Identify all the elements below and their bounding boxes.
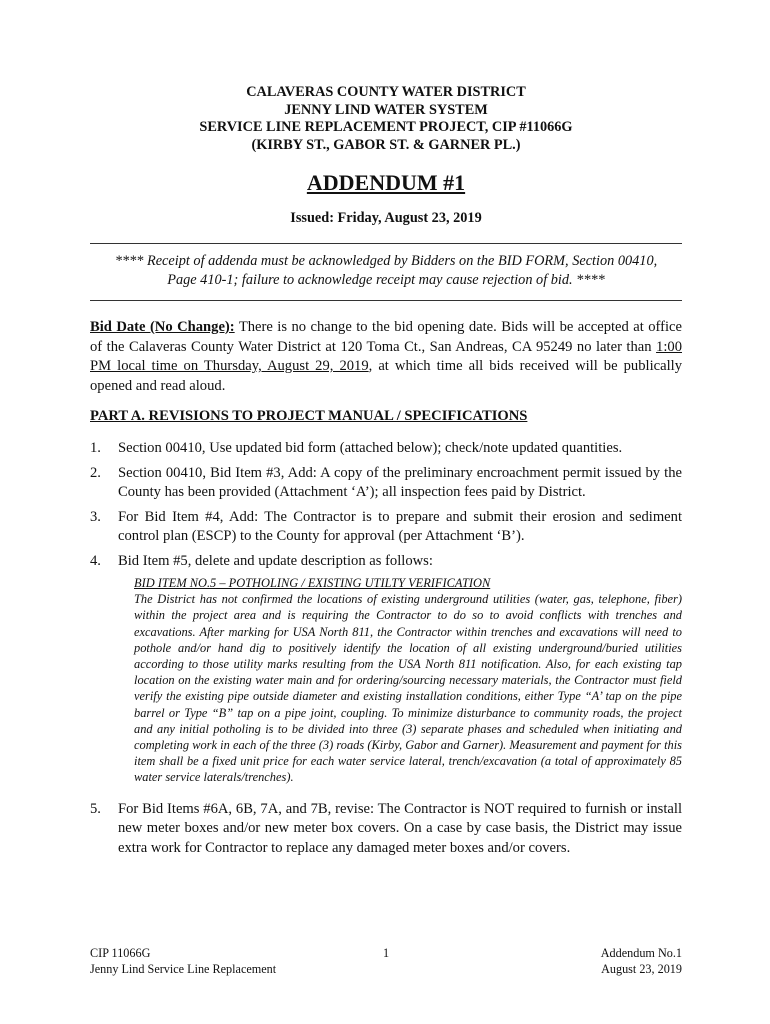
bid-item-5-title: BID ITEM NO.5 – POTHOLING / EXISTING UTILTY VERIFICATION [134,576,491,590]
part-a-heading: PART A. REVISIONS TO PROJECT MANUAL / SPECIFICATIONS [90,408,528,424]
bid-date-text-1: There is no change to the bid opening date. Bids will be accepted at office of the Calaveras County Water District at 120 Toma Ct., San Andreas, CA 95249 no later than [90,319,682,355]
footer-project-name: Jenny Lind Service Line Replacement [90,961,277,976]
bid-item-5-body: The District has not confirmed the locations of existing underground utilities (water, gas, telephone, fiber) within the project area and is requiring the Contractor to do so to avoid conflicts with trenches and excavations. After marking for USA North 811, the Contractor within trenches and excavations will need to pothole and/or hand dig to positively identify the location of all existing underground/buried utilities according to those utility marks resulting from the USA North 811 notification. Also, for each existing tap location on the existing water main and for ordering/sourcing necessary materials, the Contractor must field verify the existing pipe outside diameter and existing installation conditions, either Type “A’ tap on the pipe barrel or Type “B” tap on a pipe joint, coupling. To minimize disturbance to community roads, the project and any initial potholing is to be divided into three (3) separate phases and scheduled when initiating and completing work in each of the three (3) roads (Kirby, Gabor and Garner). Measurement and payment for this item shall be a fixed unit price for each water service lateral, trench/excavation (a total of approximately 85 water service laterals/trenches). [134,592,682,785]
item-number: 4. [90,552,101,569]
item-number: 1. [90,440,101,456]
item-text: Section 00410, Use updated bid form (attached below); check/note updated quantities. [118,440,623,456]
footer-date: August 23, 2019 [601,961,682,976]
item-text: Section 00410, Bid Item #3, Add: A copy of the preliminary encroachment permit issued by the County has been provided (Attachment ‘A’); all inspection fees paid by District. [118,464,682,500]
footer-page-number: 1 [382,946,390,960]
header-line-district: CALAVERAS COUNTY WATER DISTRICT [246,84,526,100]
divider-top [90,243,682,244]
notice-line-1: **** Receipt of addenda must be acknowledged by Bidders on the BID FORM, Section 00410, [114,253,658,269]
bid-item-5-description [134,575,682,786]
issued-date: Issued: Friday, August 23, 2019 [290,210,482,226]
bid-date-paragraph [90,318,682,396]
revision-list [90,439,682,858]
revision-item-1 [90,439,682,459]
document-body [90,84,682,863]
item-text: Bid Item #5, delete and update description as follows: [118,552,433,569]
header-line-streets: (KIRBY ST., GABOR ST. & GARNER PL.) [251,136,521,153]
bid-deadline: 1:00 PM local time on Thursday, August 29, 2019 [90,338,682,374]
item-text: For Bid Items #6A, 6B, 7A, and 7B, revise: The Contractor is NOT required to furnish or install new meter boxes and/or new meter box covers. On a case by case basis, the District may issue extra work for Contractor to replace any damaged meter boxes and/or covers. [118,800,682,856]
header-line-project: SERVICE LINE REPLACEMENT PROJECT, CIP #11066G [199,119,573,135]
item-text: For Bid Item #4, Add: The Contractor is to prepare and submit their erosion and sediment control plan (ESCP) to the County for approval (per Attachment ‘B’). [118,508,682,544]
revision-item-2 [90,464,682,503]
footer-cip: CIP 11066G [90,946,151,960]
footer-addendum-no: Addendum No.1 [600,946,682,960]
item-number: 5. [90,800,101,817]
acknowledgement-notice [90,252,682,290]
revision-item-3 [90,508,682,547]
divider-bottom [90,300,682,301]
header-line-system: JENNY LIND WATER SYSTEM [284,101,488,118]
item-number: 2. [90,464,101,481]
item-number: 3. [90,508,101,525]
revision-item-5 [90,800,682,859]
revision-item-4 [90,552,682,786]
document-header [90,84,682,154]
bid-date-text-2: , at which time all bids received will be publically opened and read aloud. [90,358,682,394]
notice-line-2: Page 410-1; failure to acknowledge receipt may cause rejection of bid. **** [167,272,605,288]
bid-date-label: Bid Date (No Change): [90,319,235,335]
addendum-title: ADDENDUM #1 [306,170,466,195]
footer-right [601,946,682,977]
